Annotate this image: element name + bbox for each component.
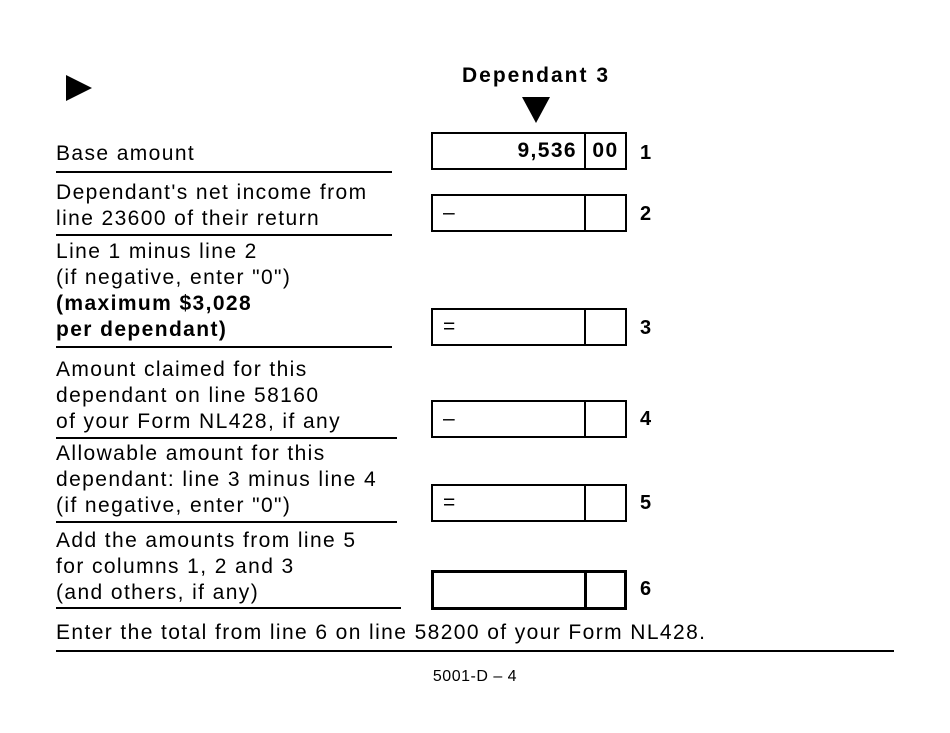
row-6-label: Add the amounts from line 5 for columns 1, 2 and 3 (and others, if any): [56, 529, 357, 604]
line-1-field[interactable]: [431, 132, 627, 170]
line-2-dollars[interactable]: [433, 196, 586, 230]
line-6-dollars[interactable]: [434, 573, 587, 607]
line-2-field[interactable]: [431, 194, 627, 232]
row-5-label: Allowable amount for this dependant: line 3 minus line 4 (if negative, enter "0"): [56, 442, 378, 517]
row-2-divider: [56, 234, 392, 236]
footer-instruction: Enter the total from line 6 on line 58200 of your Form NL428.: [56, 621, 707, 644]
down-arrow-icon: [520, 95, 552, 125]
row-4-label: Amount claimed for this dependant on line 58160 of your Form NL428, if any: [56, 358, 342, 433]
line-6-field[interactable]: [431, 570, 627, 610]
line-number-2: 2: [640, 203, 652, 225]
row-4-divider: [56, 437, 397, 439]
line-number-5: 5: [640, 492, 652, 514]
line-4-field[interactable]: [431, 400, 627, 438]
line-number-4: 4: [640, 408, 652, 430]
row-1-label: Base amount: [56, 142, 196, 165]
line-6-cents[interactable]: [587, 573, 624, 607]
line-3-field[interactable]: [431, 308, 627, 346]
row-5-divider: [56, 521, 397, 523]
equals-operator: =: [443, 315, 457, 338]
line-number-1: 1: [640, 142, 652, 164]
minus-operator: –: [443, 201, 457, 224]
line-5-field[interactable]: [431, 484, 627, 522]
equals-operator: =: [443, 491, 457, 514]
line-5-cents[interactable]: [586, 486, 625, 520]
right-arrow-icon: [64, 73, 94, 103]
page-footer: 5001-D – 4: [432, 668, 518, 685]
row-6-divider: [56, 607, 401, 609]
row-2-label: Dependant's net income from line 23600 of their return: [56, 181, 368, 230]
line-3-cents[interactable]: [586, 310, 625, 344]
line-2-cents[interactable]: [586, 196, 625, 230]
line-1-dollars[interactable]: 9,536: [433, 134, 586, 168]
minus-operator: –: [443, 407, 457, 430]
footer-divider: [56, 650, 894, 652]
line-number-6: 6: [640, 578, 652, 600]
column-header: Dependant 3: [461, 64, 611, 87]
line-3-dollars[interactable]: [433, 310, 586, 344]
row-3-divider: [56, 346, 392, 348]
line-number-3: 3: [640, 317, 652, 339]
line-1-cents[interactable]: 00: [592, 139, 619, 162]
row-3-label: Line 1 minus line 2 (if negative, enter "0") (maximum $3,028 per dependant): [56, 240, 292, 341]
line-4-cents[interactable]: [586, 402, 625, 436]
line-5-dollars[interactable]: [433, 486, 586, 520]
row-1-divider: [56, 171, 392, 173]
line-4-dollars[interactable]: [433, 402, 586, 436]
